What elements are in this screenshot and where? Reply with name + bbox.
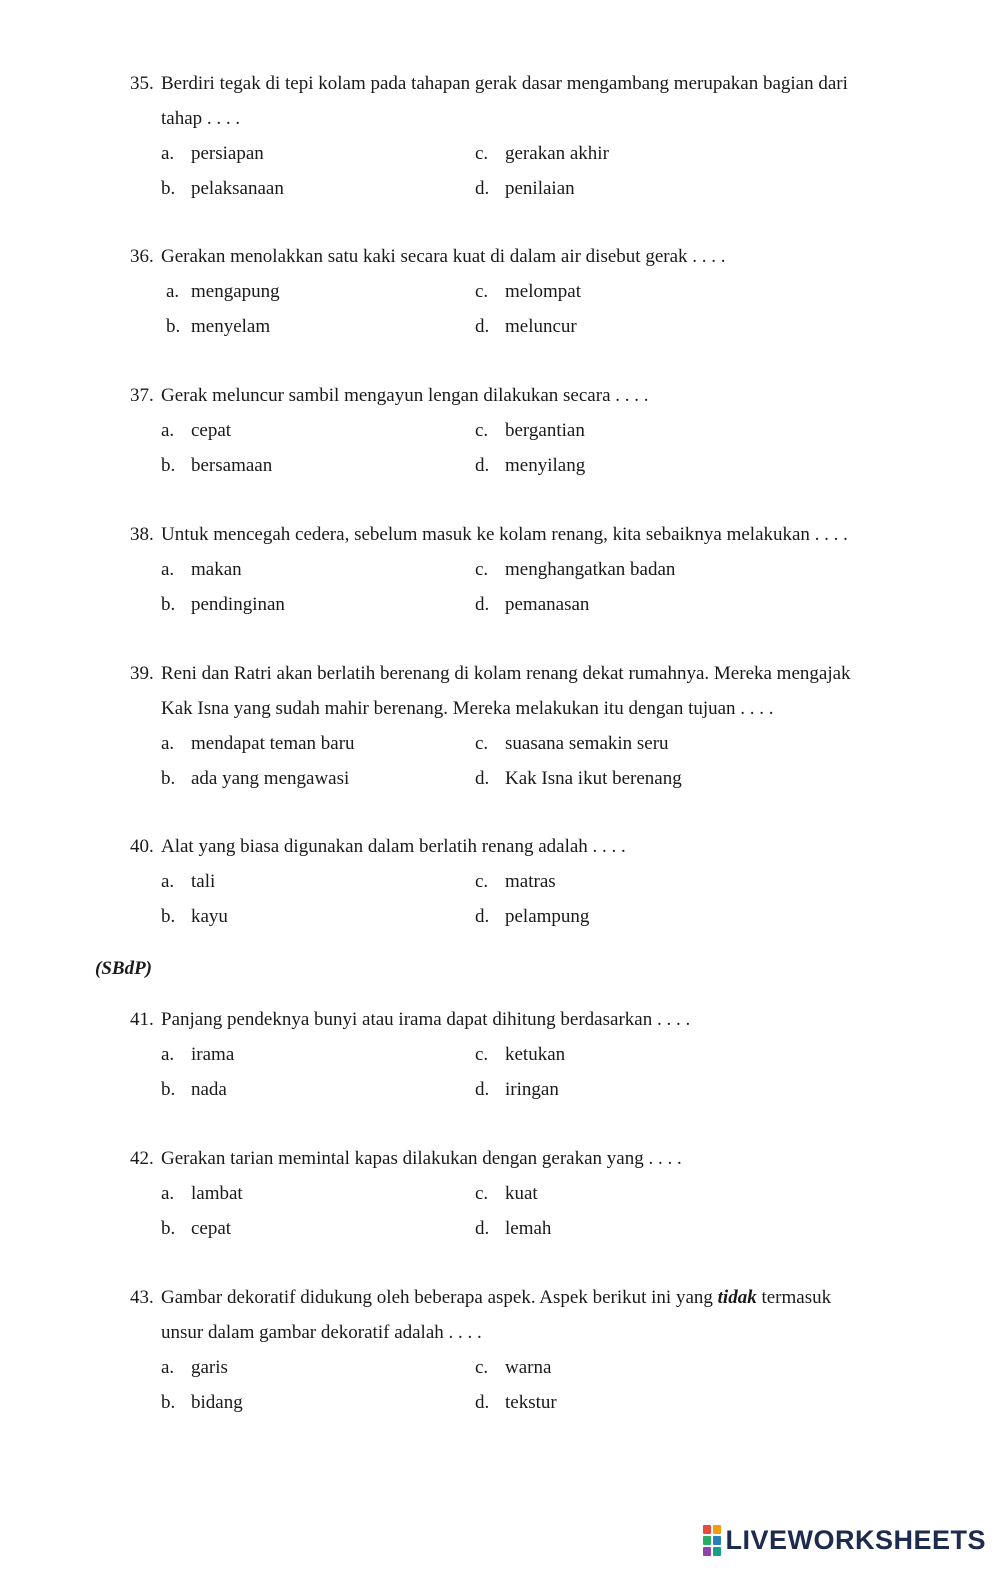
option-text: bergantian xyxy=(505,420,585,441)
option-text: melompat xyxy=(505,281,581,302)
option-letter: c. xyxy=(475,143,489,164)
question-text-line: Untuk mencegah cedera, sebelum masuk ke kolam renang, kita sebaiknya melakukan . . . . xyxy=(161,524,848,545)
option-text: mendapat teman baru xyxy=(191,733,355,754)
question-text-line: tahap . . . . xyxy=(161,108,241,129)
option-text: Kak Isna ikut berenang xyxy=(505,768,682,789)
logo-tile xyxy=(703,1536,711,1545)
option-b[interactable] xyxy=(166,309,270,344)
option-text: pendinginan xyxy=(191,594,285,615)
question-number: 36. xyxy=(130,246,154,267)
question-text-line: Alat yang biasa digunakan dalam berlatih renang adalah . . . . xyxy=(161,836,626,857)
option-a[interactable] xyxy=(161,136,264,171)
option-letter: c. xyxy=(475,871,489,892)
option-a[interactable] xyxy=(161,864,215,899)
option-letter: b. xyxy=(161,455,176,476)
option-letter: b. xyxy=(161,594,176,615)
option-b[interactable] xyxy=(161,899,228,934)
option-text: pelampung xyxy=(505,906,590,927)
option-text: iringan xyxy=(505,1079,559,1100)
option-d[interactable] xyxy=(475,587,589,622)
option-b[interactable] xyxy=(161,1385,243,1420)
logo-tile xyxy=(703,1547,711,1556)
option-letter: d. xyxy=(475,316,490,337)
option-text: pemanasan xyxy=(505,594,590,615)
option-text: lemah xyxy=(505,1218,552,1239)
option-letter: c. xyxy=(475,1044,489,1065)
option-b[interactable] xyxy=(161,448,272,483)
liveworksheets-logo xyxy=(703,1525,986,1556)
option-a[interactable] xyxy=(161,1037,234,1072)
option-letter: a. xyxy=(161,733,175,754)
question-number: 41. xyxy=(130,1009,154,1030)
option-text: mengapung xyxy=(191,281,280,302)
question-text-emphasis: tidak xyxy=(717,1287,757,1308)
option-d[interactable] xyxy=(475,761,682,796)
option-b[interactable] xyxy=(161,1072,227,1107)
option-text: kayu xyxy=(191,906,228,927)
option-d[interactable] xyxy=(475,899,589,934)
question-text-line: Reni dan Ratri akan berlatih berenang di kolam renang dekat rumahnya. Mereka mengajak xyxy=(161,663,851,684)
option-letter: a. xyxy=(161,1044,175,1065)
logo-tile xyxy=(713,1547,721,1556)
option-letter: d. xyxy=(475,1392,490,1413)
question-text-line: Berdiri tegak di tepi kolam pada tahapan gerak dasar mengambang merupakan bagian dari xyxy=(161,73,848,94)
logo-icon xyxy=(703,1525,721,1556)
option-letter: b. xyxy=(161,906,176,927)
logo-tile xyxy=(703,1525,711,1534)
option-d[interactable] xyxy=(475,309,577,344)
question-number: 35. xyxy=(130,73,154,94)
option-a[interactable] xyxy=(161,1176,243,1211)
option-a[interactable] xyxy=(161,413,231,448)
question-number: 42. xyxy=(130,1148,154,1169)
option-letter: b. xyxy=(161,768,176,789)
option-d[interactable] xyxy=(475,1385,557,1420)
option-text: menghangatkan badan xyxy=(505,559,676,580)
option-letter: b. xyxy=(161,1392,176,1413)
option-d[interactable] xyxy=(475,1072,559,1107)
option-letter: d. xyxy=(475,1218,490,1239)
option-c[interactable] xyxy=(475,1176,538,1211)
question-number: 43. xyxy=(130,1287,154,1308)
option-b[interactable] xyxy=(161,1211,231,1246)
option-d[interactable] xyxy=(475,171,575,206)
option-letter: c. xyxy=(475,733,489,754)
option-c[interactable] xyxy=(475,274,581,309)
question-text-part: termasuk xyxy=(756,1287,832,1308)
option-c[interactable] xyxy=(475,864,556,899)
question-number: 40. xyxy=(130,836,154,857)
option-letter: a. xyxy=(161,559,175,580)
option-letter: d. xyxy=(475,455,490,476)
question-text-line: unsur dalam gambar dekoratif adalah . . . . xyxy=(161,1322,482,1343)
option-letter: c. xyxy=(475,1357,489,1378)
option-c[interactable] xyxy=(475,136,609,171)
option-letter: d. xyxy=(475,768,490,789)
option-letter: b. xyxy=(161,178,176,199)
question-number: 39. xyxy=(130,663,154,684)
option-text: suasana semakin seru xyxy=(505,733,669,754)
option-letter: b. xyxy=(166,316,181,337)
option-letter: a. xyxy=(161,420,175,441)
logo-tile xyxy=(713,1525,721,1534)
option-a[interactable] xyxy=(161,726,355,761)
option-text: ada yang mengawasi xyxy=(191,768,350,789)
question-text-line xyxy=(161,1280,831,1315)
question-number: 38. xyxy=(130,524,154,545)
option-text: warna xyxy=(505,1357,552,1378)
option-text: meluncur xyxy=(505,316,577,337)
option-letter: a. xyxy=(161,1183,175,1204)
option-text: menyilang xyxy=(505,455,586,476)
option-c[interactable] xyxy=(475,552,675,587)
option-text: penilaian xyxy=(505,178,575,199)
question-text-line: Panjang pendeknya bunyi atau irama dapat dihitung berdasarkan . . . . xyxy=(161,1009,691,1030)
option-text: nada xyxy=(191,1079,227,1100)
option-letter: c. xyxy=(475,559,489,580)
option-letter: a. xyxy=(161,871,175,892)
logo-tile xyxy=(713,1536,721,1545)
question-text-line: Kak Isna yang sudah mahir berenang. Mereka melakukan itu dengan tujuan . . . . xyxy=(161,698,774,719)
question-text-line: Gerak meluncur sambil mengayun lengan dilakukan secara . . . . xyxy=(161,385,649,406)
question-number: 37. xyxy=(130,385,154,406)
option-letter: c. xyxy=(475,420,489,441)
option-d[interactable] xyxy=(475,448,585,483)
option-letter: b. xyxy=(161,1218,176,1239)
option-c[interactable] xyxy=(475,1037,565,1072)
option-b[interactable] xyxy=(161,587,285,622)
option-text: gerakan akhir xyxy=(505,143,609,164)
option-text: cepat xyxy=(191,1218,232,1239)
option-text: irama xyxy=(191,1044,235,1065)
option-text: bersamaan xyxy=(191,455,273,476)
option-text: menyelam xyxy=(191,316,271,337)
option-letter: a. xyxy=(161,143,175,164)
option-letter: c. xyxy=(475,281,489,302)
option-letter: d. xyxy=(475,906,490,927)
option-text: kuat xyxy=(505,1183,538,1204)
option-letter: c. xyxy=(475,1183,489,1204)
option-b[interactable] xyxy=(161,761,349,796)
question-text-part: Gambar dekoratif didukung oleh beberapa aspek. Aspek berikut ini yang xyxy=(161,1287,718,1308)
option-text: ketukan xyxy=(505,1044,566,1065)
option-letter: d. xyxy=(475,594,490,615)
option-text: garis xyxy=(191,1357,228,1378)
option-letter: d. xyxy=(475,1079,490,1100)
option-a[interactable] xyxy=(161,1350,228,1385)
section-label: (SBdP) xyxy=(95,958,152,979)
option-c[interactable] xyxy=(475,1350,551,1385)
option-text: makan xyxy=(191,559,242,580)
option-text: tekstur xyxy=(505,1392,557,1413)
option-letter: a. xyxy=(166,281,180,302)
option-text: pelaksanaan xyxy=(191,178,284,199)
option-text: lambat xyxy=(191,1183,243,1204)
option-c[interactable] xyxy=(475,726,669,761)
option-a[interactable] xyxy=(166,274,280,309)
option-text: bidang xyxy=(191,1392,243,1413)
option-letter: b. xyxy=(161,1079,176,1100)
option-text: cepat xyxy=(191,420,232,441)
option-text: matras xyxy=(505,871,556,892)
option-d[interactable] xyxy=(475,1211,551,1246)
option-c[interactable] xyxy=(475,413,585,448)
logo-text: LIVEWORKSHEETS xyxy=(725,1525,986,1555)
option-text: tali xyxy=(191,871,216,892)
option-text: persiapan xyxy=(191,143,264,164)
option-letter: d. xyxy=(475,178,490,199)
option-a[interactable] xyxy=(161,552,242,587)
option-letter: a. xyxy=(161,1357,175,1378)
question-text-line: Gerakan tarian memintal kapas dilakukan dengan gerakan yang . . . . xyxy=(161,1148,682,1169)
question-text-line: Gerakan menolakkan satu kaki secara kuat di dalam air disebut gerak . . . . xyxy=(161,246,726,267)
option-b[interactable] xyxy=(161,171,284,206)
